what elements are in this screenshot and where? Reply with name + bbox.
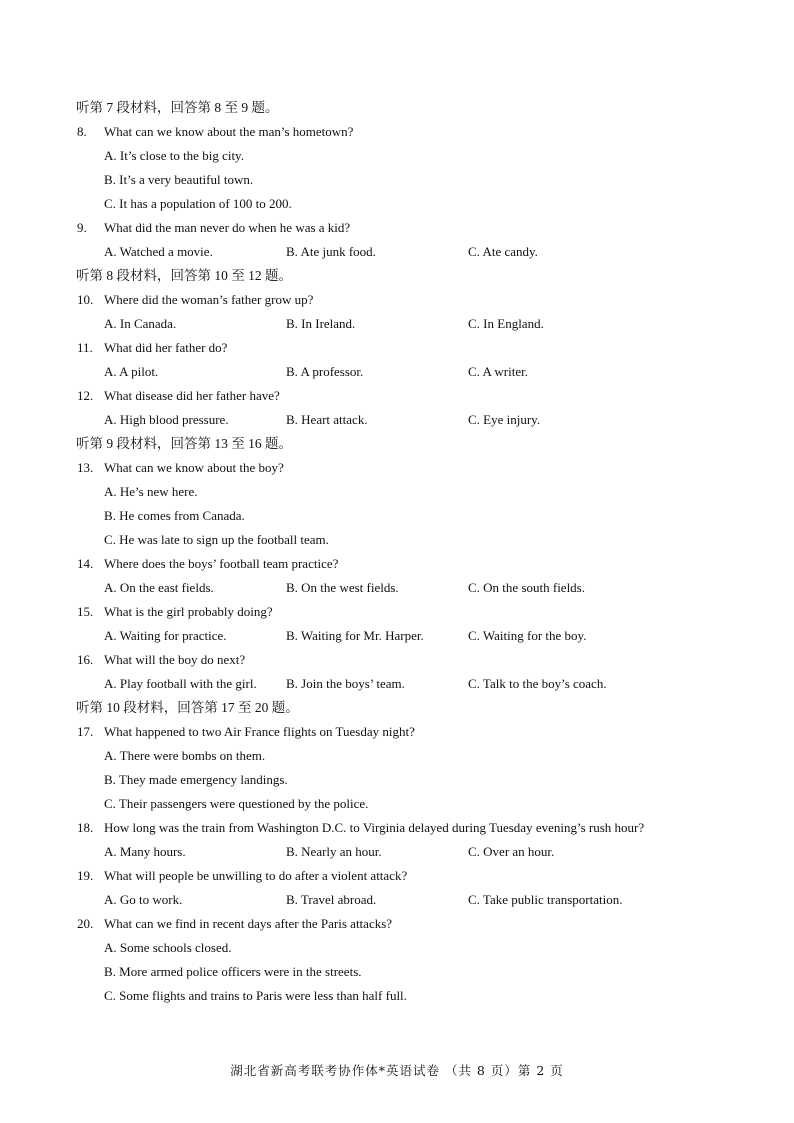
option-a: A. There were bombs on them. bbox=[104, 748, 266, 763]
question-text: What did the man never do when he was a kid? bbox=[104, 220, 351, 235]
option-a: A. Play football with the girl. bbox=[104, 676, 257, 691]
question-number: 11. bbox=[77, 340, 93, 355]
page-footer: 湖北省新高考联考协作体*英语试卷 （共 8 页）第 2 页 bbox=[230, 1063, 564, 1078]
option-a: A. High blood pressure. bbox=[104, 412, 229, 427]
option-c: C. Waiting for the boy. bbox=[468, 628, 587, 643]
option-b: B. Travel abroad. bbox=[286, 892, 377, 907]
question-text: What will the boy do next? bbox=[104, 652, 246, 667]
option-b: B. In Ireland. bbox=[286, 316, 356, 331]
question-number: 16. bbox=[77, 652, 94, 667]
question-number: 14. bbox=[77, 556, 94, 571]
option-c: C. He was late to sign up the football team. bbox=[104, 532, 329, 547]
option-c: C. On the south fields. bbox=[468, 580, 585, 595]
question-text: What will people be unwilling to do after a violent attack? bbox=[104, 868, 408, 883]
question-text: What did her father do? bbox=[104, 340, 228, 355]
option-b: B. He comes from Canada. bbox=[104, 508, 245, 523]
question-number: 10. bbox=[77, 292, 94, 307]
option-b: B. They made emergency landings. bbox=[104, 772, 288, 787]
option-c: C. Ate candy. bbox=[468, 244, 538, 259]
option-c: C. Talk to the boy’s coach. bbox=[468, 676, 607, 691]
option-c: C. Their passengers were questioned by the police. bbox=[104, 796, 369, 811]
option-b: B. A professor. bbox=[286, 364, 364, 379]
option-c: C. Take public transportation. bbox=[468, 892, 623, 907]
question-number: 20. bbox=[77, 916, 94, 931]
section-heading-10: 听第 10 段材料，回答第 17 至 20 题。 bbox=[76, 700, 299, 715]
question-text: How long was the train from Washington D.C. to Virginia delayed during Tuesday evening’s rush hour? bbox=[104, 820, 645, 835]
option-a: A. Waiting for practice. bbox=[104, 628, 227, 643]
option-c: C. Some flights and trains to Paris were less than half full. bbox=[104, 988, 407, 1003]
question-number: 19. bbox=[77, 868, 94, 883]
question-text: What disease did her father have? bbox=[104, 388, 280, 403]
question-text: What happened to two Air France flights on Tuesday night? bbox=[104, 724, 415, 739]
option-b: B. More armed police officers were in the streets. bbox=[104, 964, 362, 979]
question-number: 13. bbox=[77, 460, 94, 475]
option-b: B. Join the boys’ team. bbox=[286, 676, 405, 691]
question-number: 18. bbox=[77, 820, 94, 835]
option-c: C. Over an hour. bbox=[468, 844, 555, 859]
section-heading-9: 听第 9 段材料，回答第 13 至 16 题。 bbox=[76, 436, 292, 451]
option-a: A. Watched a movie. bbox=[104, 244, 213, 259]
option-b: B. On the west fields. bbox=[286, 580, 399, 595]
option-b: B. It’s a very beautiful town. bbox=[104, 172, 254, 187]
option-a: A. Go to work. bbox=[104, 892, 183, 907]
section-heading-8: 听第 8 段材料，回答第 10 至 12 题。 bbox=[76, 268, 292, 283]
question-number: 17. bbox=[77, 724, 94, 739]
question-number: 8. bbox=[77, 124, 87, 139]
option-b: B. Heart attack. bbox=[286, 412, 368, 427]
question-number: 12. bbox=[77, 388, 94, 403]
question-number: 15. bbox=[77, 604, 94, 619]
question-text: What is the girl probably doing? bbox=[104, 604, 273, 619]
option-a: A. A pilot. bbox=[104, 364, 159, 379]
question-text: Where does the boys’ football team practice? bbox=[104, 556, 339, 571]
question-text: What can we find in recent days after the Paris attacks? bbox=[104, 916, 393, 931]
option-b: B. Waiting for Mr. Harper. bbox=[286, 628, 424, 643]
option-b: B. Nearly an hour. bbox=[286, 844, 382, 859]
option-c: C. In England. bbox=[468, 316, 544, 331]
option-c: C. Eye injury. bbox=[468, 412, 541, 427]
option-a: A. He’s new here. bbox=[104, 484, 198, 499]
question-number: 9. bbox=[77, 220, 87, 235]
option-c: C. It has a population of 100 to 200. bbox=[104, 196, 292, 211]
question-text: What can we know about the man’s hometown? bbox=[104, 124, 354, 139]
option-b: B. Ate junk food. bbox=[286, 244, 376, 259]
option-a: A. On the east fields. bbox=[104, 580, 214, 595]
section-heading-7: 听第 7 段材料，回答第 8 至 9 题。 bbox=[76, 100, 279, 115]
option-a: A. It’s close to the big city. bbox=[104, 148, 244, 163]
option-a: A. Many hours. bbox=[104, 844, 186, 859]
option-a: A. In Canada. bbox=[104, 316, 177, 331]
question-text: What can we know about the boy? bbox=[104, 460, 284, 475]
question-text: Where did the woman’s father grow up? bbox=[104, 292, 314, 307]
option-c: C. A writer. bbox=[468, 364, 528, 379]
option-a: A. Some schools closed. bbox=[104, 940, 232, 955]
